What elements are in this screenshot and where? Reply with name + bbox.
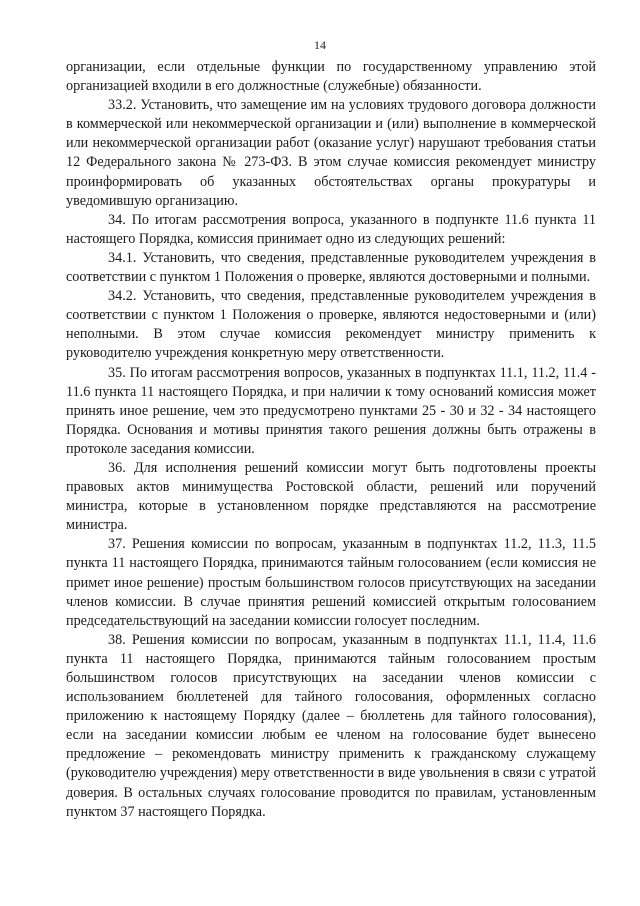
paragraph-33-2: 33.2. Установить, что замещение им на условиях трудового договора должности в коммерческой или некоммерческой организации и (или) выполнение в коммерческой или некоммерческой организации работ (оказание услуг) нарушают требования статьи 12 Федерального закона № 273-ФЗ. В этом случае комиссия рекомендует министру проинформировать об указанных обстоятельствах органы прокуратуры и уведомившую организацию. — [66, 97, 596, 209]
document-body — [66, 58, 596, 822]
paragraph-37: 37. Решения комиссии по вопросам, указанным в подпунктах 11.2, 11.3, 11.5 пункта 11 настоящего Порядка, принимаются тайным голосованием (если комиссия не примет иное решение) простым большинством голосов присутствующих на заседании членов комиссии. В случае принятия решений комиссией открытым голосованием председательствующий на заседании комиссии голосует последним. — [66, 536, 596, 629]
paragraph-35: 35. По итогам рассмотрения вопросов, указанных в подпунктах 11.1, 11.2, 11.4 - 11.6 пункта 11 настоящего Порядка, и при наличии к тому оснований комиссия может принять иное решение, чем это предусмотрено пунктами 25 - 30 и 32 - 34 настоящего Порядка. Основания и мотивы принятия такого решения должны быть отражены в протоколе заседания комиссии. — [66, 364, 596, 457]
paragraph-38: 38. Решения комиссии по вопросам, указанным в подпунктах 11.1, 11.4, 11.6 пункта 11 настоящего Порядка, принимаются тайным голосованием простым большинством голосов присутствующих на заседании членов комиссии с использованием бюллетеней для тайного голосования, оформленных согласно приложению к настоящему Порядку (далее – бюллетень для тайного голосования), если на заседании комиссии любым ее членом на голосование будет вынесено предложение – рекомендовать министру применить к гражданскому служащему (руководителю учреждения) меру ответственности в виде увольнения в связи с утратой доверия. В остальных случаях голосование проводится по правилам, установленным пунктом 37 настоящего Порядка. — [66, 631, 596, 820]
paragraph-34-1: 34.1. Установить, что сведения, представленные руководителем учреждения в соответствии с пунктом 1 Положения о проверке, являются достоверными и полными. — [66, 249, 596, 286]
paragraph-34-2: 34.2. Установить, что сведения, представленные руководителем учреждения в соответствии с пунктом 1 Положения о проверке, являются недостоверными и (или) неполными. В этом случае комиссия рекомендует министру применить к руководителю учреждения конкретную меру ответственности. — [66, 288, 596, 362]
paragraph-34: 34. По итогам рассмотрения вопроса, указанного в подпункте 11.6 пункта 11 настоящего Порядка, комиссия принимает одно из следующих решений: — [66, 211, 596, 247]
paragraph-continuation: организации, если отдельные функции по государственному управлению этой организацией входили в его должностные (служебные) обязанности. — [66, 59, 596, 95]
paragraph-36: 36. Для исполнения решений комиссии могут быть подготовлены проекты правовых актов минимущества Ростовской области, решений или поручений министра, которые в установленном порядке представляются на рассмотрение министра. — [66, 459, 596, 534]
page-number: 14 — [314, 38, 326, 52]
